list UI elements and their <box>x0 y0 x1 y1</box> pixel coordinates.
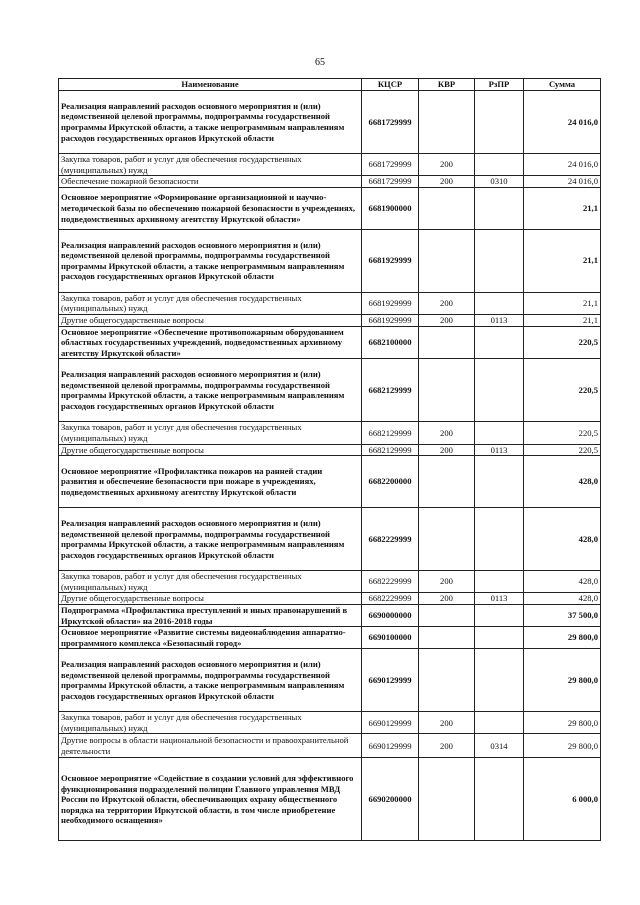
cell-sum: 37 500,0 <box>524 604 601 626</box>
cell-name: Реализация направлений расходов основного мероприятия и (или) ведомственной целевой программы, подпрограммы государственной программы Иркутской области, а также непрограммным направлениям расходов государственных органов Иркутской области <box>59 649 362 712</box>
table-row <box>59 593 601 605</box>
cell-name: Основное мероприятие «Развитие системы видеонаблюдения аппаратно-программного комплекса «Безопасный город» <box>59 627 362 649</box>
table-body <box>59 91 601 841</box>
cell-kvr <box>419 604 475 626</box>
cell-rzpr <box>475 712 524 734</box>
cell-kvr: 200 <box>419 571 475 593</box>
cell-kcsr: 6682229999 <box>362 593 419 605</box>
table-row <box>59 326 601 359</box>
cell-sum: 29 800,0 <box>524 649 601 712</box>
table-row <box>59 571 601 593</box>
cell-name: Реализация направлений расходов основного мероприятия и (или) ведомственной целевой программы, подпрограммы государственной программы Иркутской области, а также непрограммным направлениям расходов государственных органов Иркутской области <box>59 229 362 292</box>
cell-rzpr <box>475 456 524 508</box>
cell-rzpr <box>475 758 524 841</box>
cell-name: Другие общегосударственные вопросы <box>59 314 362 326</box>
cell-rzpr <box>475 229 524 292</box>
cell-kvr <box>419 326 475 359</box>
cell-sum: 220,5 <box>524 422 601 444</box>
header-rzpr: РзПР <box>475 79 524 91</box>
table-row <box>59 758 601 841</box>
table-row <box>59 649 601 712</box>
cell-rzpr: 0113 <box>475 444 524 456</box>
table-row <box>59 91 601 154</box>
cell-kcsr: 6690100000 <box>362 627 419 649</box>
cell-rzpr: 0113 <box>475 593 524 605</box>
cell-name: Закупка товаров, работ и услуг для обеспечения государственных (муниципальных) нужд <box>59 422 362 444</box>
table-row <box>59 444 601 456</box>
cell-sum: 29 800,0 <box>524 734 601 758</box>
cell-kcsr: 6682229999 <box>362 571 419 593</box>
cell-kvr: 200 <box>419 176 475 188</box>
cell-kvr <box>419 627 475 649</box>
budget-table <box>58 78 601 841</box>
cell-sum: 220,5 <box>524 326 601 359</box>
cell-kcsr: 6682129999 <box>362 359 419 422</box>
header-kcsr: КЦСР <box>362 79 419 91</box>
cell-name: Закупка товаров, работ и услуг для обеспечения государственных (муниципальных) нужд <box>59 292 362 314</box>
cell-kvr: 200 <box>419 314 475 326</box>
cell-kvr <box>419 91 475 154</box>
table-row <box>59 292 601 314</box>
cell-name: Обеспечение пожарной безопасности <box>59 176 362 188</box>
cell-kcsr: 6690200000 <box>362 758 419 841</box>
cell-kvr: 200 <box>419 444 475 456</box>
cell-name: Основное мероприятие «Содействие в создании условий для эффективного функционирования подразделений полиции Главного управления МВД России по Иркутской области, обеспечивающих охрану общественного порядка на территории Иркутской области, в том числе приобретение необходимого оснащения» <box>59 758 362 841</box>
table-row <box>59 229 601 292</box>
cell-kcsr: 6681729999 <box>362 91 419 154</box>
cell-kvr <box>419 229 475 292</box>
cell-sum: 21,1 <box>524 229 601 292</box>
table-row <box>59 508 601 571</box>
cell-kcsr: 6681929999 <box>362 229 419 292</box>
table-row <box>59 359 601 422</box>
table-row <box>59 734 601 758</box>
cell-name: Закупка товаров, работ и услуг для обеспечения государственных (муниципальных) нужд <box>59 154 362 176</box>
cell-sum: 428,0 <box>524 456 601 508</box>
table-row <box>59 712 601 734</box>
table-row <box>59 422 601 444</box>
table-row <box>59 604 601 626</box>
cell-kvr <box>419 187 475 229</box>
table-header-row <box>59 79 601 91</box>
cell-kcsr: 6681729999 <box>362 176 419 188</box>
cell-sum: 29 800,0 <box>524 712 601 734</box>
cell-rzpr <box>475 508 524 571</box>
cell-name: Другие общегосударственные вопросы <box>59 593 362 605</box>
cell-kvr: 200 <box>419 734 475 758</box>
page-number: 65 <box>315 57 325 68</box>
table-row <box>59 627 601 649</box>
cell-kvr <box>419 649 475 712</box>
cell-name: Реализация направлений расходов основного мероприятия и (или) ведомственной целевой программы, подпрограммы государственной программы Иркутской области, а также непрограммным направлениям расходов государственных органов Иркутской области <box>59 91 362 154</box>
cell-rzpr: 0314 <box>475 734 524 758</box>
cell-kcsr: 6682100000 <box>362 326 419 359</box>
cell-kcsr: 6681900000 <box>362 187 419 229</box>
cell-sum: 29 800,0 <box>524 627 601 649</box>
cell-kcsr: 6681729999 <box>362 154 419 176</box>
cell-kcsr: 6682129999 <box>362 444 419 456</box>
header-name: Наименование <box>59 79 362 91</box>
cell-name: Другие общегосударственные вопросы <box>59 444 362 456</box>
header-sum: Сумма <box>524 79 601 91</box>
cell-rzpr <box>475 604 524 626</box>
cell-sum: 24 016,0 <box>524 154 601 176</box>
cell-name: Другие вопросы в области национальной безопасности и правоохранительной деятельности <box>59 734 362 758</box>
cell-rzpr <box>475 627 524 649</box>
cell-kvr <box>419 508 475 571</box>
cell-rzpr <box>475 91 524 154</box>
cell-name: Основное мероприятие «Обеспечение противопожарным оборудованием областных государственных учреждений, подведомственных архивному агентству Иркутской области» <box>59 326 362 359</box>
header-kvr: КВР <box>419 79 475 91</box>
cell-name: Подпрограмма «Профилактика преступлений и иных правонарушений в Иркутской области» на 2016-2018 годы <box>59 604 362 626</box>
cell-rzpr: 0310 <box>475 176 524 188</box>
cell-kcsr: 6690129999 <box>362 649 419 712</box>
cell-name: Реализация направлений расходов основного мероприятия и (или) ведомственной целевой программы, подпрограммы государственной программы Иркутской области, а также непрограммным направлениям расходов государственных органов Иркутской области <box>59 508 362 571</box>
cell-name: Закупка товаров, работ и услуг для обеспечения государственных (муниципальных) нужд <box>59 712 362 734</box>
cell-kcsr: 6690000000 <box>362 604 419 626</box>
cell-kvr <box>419 456 475 508</box>
cell-sum: 24 016,0 <box>524 176 601 188</box>
cell-name: Основное мероприятие «Формирование организационной и научно-методической базы по обеспечению пожарной безопасности в учреждениях, подведомственных архивному агентству Иркутской области» <box>59 187 362 229</box>
cell-rzpr <box>475 187 524 229</box>
table-row <box>59 456 601 508</box>
cell-name: Основное мероприятие «Профилактика пожаров на ранней стадии развития и обеспечение безопасности при пожаре в учреждениях, подведомственных архивному агентству Иркутской области <box>59 456 362 508</box>
cell-rzpr <box>475 359 524 422</box>
cell-rzpr <box>475 422 524 444</box>
cell-rzpr <box>475 326 524 359</box>
cell-kcsr: 6681929999 <box>362 314 419 326</box>
cell-kcsr: 6690129999 <box>362 712 419 734</box>
table-row <box>59 187 601 229</box>
cell-kcsr: 6682129999 <box>362 422 419 444</box>
cell-sum: 220,5 <box>524 444 601 456</box>
cell-sum: 21,1 <box>524 292 601 314</box>
cell-sum: 428,0 <box>524 593 601 605</box>
cell-rzpr <box>475 649 524 712</box>
table-row <box>59 154 601 176</box>
cell-rzpr <box>475 154 524 176</box>
cell-name: Реализация направлений расходов основного мероприятия и (или) ведомственной целевой программы, подпрограммы государственной программы Иркутской области, а также непрограммным направлениям расходов государственных органов Иркутской области <box>59 359 362 422</box>
cell-sum: 24 016,0 <box>524 91 601 154</box>
cell-sum: 21,1 <box>524 314 601 326</box>
cell-kvr: 200 <box>419 154 475 176</box>
table-row <box>59 176 601 188</box>
cell-rzpr <box>475 571 524 593</box>
cell-sum: 21,1 <box>524 187 601 229</box>
cell-sum: 428,0 <box>524 508 601 571</box>
cell-kcsr: 6682200000 <box>362 456 419 508</box>
cell-rzpr <box>475 292 524 314</box>
cell-sum: 220,5 <box>524 359 601 422</box>
table-row <box>59 314 601 326</box>
cell-sum: 6 000,0 <box>524 758 601 841</box>
cell-kvr: 200 <box>419 292 475 314</box>
cell-kvr <box>419 758 475 841</box>
cell-kcsr: 6682229999 <box>362 508 419 571</box>
cell-kvr: 200 <box>419 422 475 444</box>
cell-name: Закупка товаров, работ и услуг для обеспечения государственных (муниципальных) нужд <box>59 571 362 593</box>
cell-kcsr: 6681929999 <box>362 292 419 314</box>
cell-kvr: 200 <box>419 593 475 605</box>
cell-sum: 428,0 <box>524 571 601 593</box>
cell-kvr: 200 <box>419 712 475 734</box>
cell-kvr <box>419 359 475 422</box>
cell-rzpr: 0113 <box>475 314 524 326</box>
cell-kcsr: 6690129999 <box>362 734 419 758</box>
